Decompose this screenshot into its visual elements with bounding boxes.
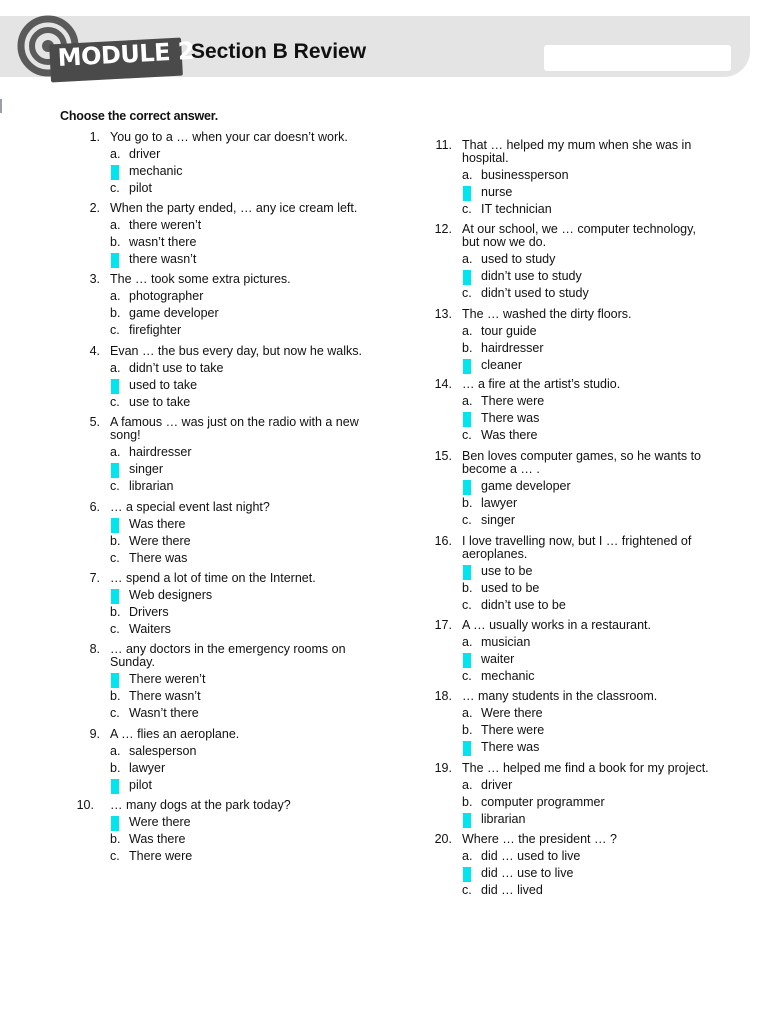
option-letter: a.: [462, 324, 473, 338]
question-number-text: 11.: [435, 138, 452, 152]
option-text: photographer: [129, 289, 204, 303]
option-text: There were: [481, 394, 545, 408]
option-letter: a.: [462, 252, 473, 266]
option-letter: c.: [110, 849, 120, 863]
question-number-text: 12.: [434, 222, 452, 236]
option-letter: c.: [110, 323, 120, 337]
option-text: did … use to live: [481, 866, 574, 880]
selected-answer-highlight: [463, 412, 471, 427]
option-text: IT technician: [481, 202, 552, 216]
option-letter: a.: [462, 394, 473, 408]
option-text: Were there: [129, 815, 191, 829]
option-letter: c.: [462, 513, 472, 527]
option-text: waiter: [481, 652, 515, 666]
option-letter: a.: [462, 635, 473, 649]
question-stem: A … flies an aeroplane.: [110, 727, 240, 741]
question-stem: You go to a … when your car doesn’t work.: [110, 130, 348, 144]
selected-answer-highlight: [111, 165, 119, 180]
question-stem: When the party ended, … any ice cream left.: [110, 201, 358, 215]
question-stem: I love travelling now, but I … frightened of aeroplanes.: [462, 534, 692, 561]
option-text: Was there: [129, 832, 186, 846]
option-letter: b.: [110, 306, 121, 320]
option-text: didn’t use to take: [129, 361, 224, 375]
option-text: singer: [481, 513, 516, 527]
question-stem: A famous … was just on the radio with a new song!: [110, 415, 359, 442]
question-stem: Evan … the bus every day, but now he walks.: [110, 344, 362, 358]
option-text: salesperson: [129, 744, 197, 758]
option-letter: b.: [462, 496, 473, 510]
question-number-text: 19.: [434, 761, 452, 775]
option-text: there weren’t: [129, 218, 202, 232]
option-text: didn’t use to be: [481, 598, 566, 612]
option-text: There was: [481, 740, 540, 754]
selected-answer-highlight: [463, 813, 471, 828]
option-letter: c.: [462, 598, 472, 612]
option-letter: c.: [110, 622, 120, 636]
selected-answer-highlight: [463, 867, 471, 882]
option-text: There was: [129, 551, 188, 565]
option-text: use to be: [481, 564, 533, 578]
question-number-text: 7.: [89, 571, 100, 585]
selected-answer-highlight: [463, 653, 471, 668]
option-text: wasn’t there: [129, 235, 197, 249]
option-letter: c.: [462, 669, 472, 683]
instructions: Choose the correct answer.: [60, 109, 219, 123]
question-stem: The … washed the dirty floors.: [462, 307, 632, 321]
option-letter: c.: [462, 286, 472, 300]
option-text: used to be: [481, 581, 540, 595]
option-letter: a.: [462, 778, 473, 792]
question-number-text: 1.: [89, 130, 100, 144]
option-text: nurse: [481, 185, 513, 199]
page-title: Section B Review: [191, 40, 367, 63]
selected-answer-highlight: [463, 359, 471, 374]
question-stem: At our school, we … computer technology, but now we do.: [462, 222, 696, 249]
option-text: game developer: [129, 306, 219, 320]
question-number-text: 10.: [76, 798, 94, 812]
question-stem: … spend a lot of time on the Internet.: [110, 571, 316, 585]
selected-answer-highlight: [463, 480, 471, 495]
question-stem: That … helped my mum when she was in hospital.: [462, 138, 692, 165]
option-text: tour guide: [481, 324, 537, 338]
option-text: Was there: [481, 428, 538, 442]
question-number-text: 18.: [434, 689, 452, 703]
option-text: There wasn’t: [129, 689, 201, 703]
option-letter: a.: [110, 361, 121, 375]
option-text: game developer: [481, 479, 571, 493]
selected-answer-highlight: [111, 816, 119, 831]
selected-answer-highlight: [111, 589, 119, 604]
option-text: pilot: [129, 181, 152, 195]
selected-answer-highlight: [463, 565, 471, 580]
option-text: librarian: [129, 479, 174, 493]
option-letter: b.: [462, 723, 473, 737]
selected-answer-highlight: [463, 270, 471, 285]
option-letter: a.: [462, 706, 473, 720]
option-letter: a.: [462, 168, 473, 182]
question-number-text: 16.: [434, 534, 452, 548]
option-text: Was there: [129, 517, 186, 531]
option-text: there wasn’t: [129, 252, 197, 266]
option-text: did … lived: [481, 883, 543, 897]
option-text: singer: [129, 462, 164, 476]
option-letter: c.: [110, 551, 120, 565]
option-letter: a.: [110, 289, 121, 303]
option-text: businessperson: [481, 168, 569, 182]
selected-answer-highlight: [111, 379, 119, 394]
option-text: did … used to live: [481, 849, 581, 863]
question-number-text: 14.: [434, 377, 452, 391]
option-letter: b.: [110, 534, 121, 548]
option-text: used to take: [129, 378, 198, 392]
option-text: computer programmer: [481, 795, 605, 809]
question-stem: … a special event last night?: [110, 500, 270, 514]
option-text: driver: [481, 778, 513, 792]
option-letter: b.: [110, 761, 121, 775]
question-number-text: 20.: [434, 832, 452, 846]
question-stem: … any doctors in the emergency rooms on Sunday.: [110, 642, 346, 669]
option-letter: c.: [110, 479, 120, 493]
option-text: driver: [129, 147, 161, 161]
option-letter: b.: [462, 341, 473, 355]
option-letter: b.: [462, 795, 473, 809]
option-letter: a.: [462, 849, 473, 863]
option-letter: a.: [110, 445, 121, 459]
option-text: There were: [481, 723, 545, 737]
selected-answer-highlight: [111, 253, 119, 268]
selected-answer-highlight: [111, 779, 119, 794]
question-stem: … many dogs at the park today?: [110, 798, 291, 812]
option-text: mechanic: [481, 669, 535, 683]
option-letter: c.: [462, 202, 472, 216]
option-letter: c.: [110, 395, 120, 409]
option-letter: c.: [462, 883, 472, 897]
option-letter: b.: [110, 605, 121, 619]
option-text: hairdresser: [481, 341, 544, 355]
option-letter: b.: [462, 581, 473, 595]
option-letter: b.: [110, 689, 121, 703]
option-text: hairdresser: [129, 445, 192, 459]
option-text: There weren’t: [129, 672, 206, 686]
option-letter: c.: [110, 181, 120, 195]
option-text: didn’t used to study: [481, 286, 589, 300]
margin-marker: [0, 99, 2, 113]
question-stem: Ben loves computer games, so he wants to become a … .: [462, 449, 702, 476]
selected-answer-highlight: [111, 518, 119, 533]
question-number-text: 17.: [434, 618, 452, 632]
option-text: Web designers: [129, 588, 213, 602]
module-label: MODULE 2: [57, 36, 195, 72]
option-text: pilot: [129, 778, 152, 792]
question-number-text: 13.: [434, 307, 452, 321]
question-stem: A … usually works in a restaurant.: [462, 618, 651, 632]
option-text: musician: [481, 635, 531, 649]
question-number-text: 5.: [89, 415, 100, 429]
selected-answer-highlight: [463, 186, 471, 201]
question-number-text: 4.: [89, 344, 100, 358]
option-text: librarian: [481, 812, 526, 826]
question-stem: The … took some extra pictures.: [110, 272, 291, 286]
question-number-text: 15.: [434, 449, 452, 463]
option-text: Waiters: [129, 622, 171, 636]
option-text: Were there: [481, 706, 543, 720]
question-number-text: 3.: [89, 272, 100, 286]
option-text: cleaner: [481, 358, 522, 372]
question-number-text: 8.: [89, 642, 100, 656]
option-letter: b.: [110, 235, 121, 249]
option-text: lawyer: [129, 761, 166, 775]
option-text: There was: [481, 411, 540, 425]
option-text: lawyer: [481, 496, 518, 510]
option-text: Drivers: [129, 605, 169, 619]
option-text: firefighter: [129, 323, 182, 337]
option-letter: a.: [110, 218, 121, 232]
option-letter: c.: [462, 428, 472, 442]
option-text: didn’t use to study: [481, 269, 582, 283]
question-stem: The … helped me find a book for my project.: [462, 761, 709, 775]
option-text: There were: [129, 849, 193, 863]
name-field[interactable]: [544, 45, 731, 71]
option-text: Wasn’t there: [129, 706, 199, 720]
question-number-text: 6.: [89, 500, 100, 514]
question-number-text: 9.: [89, 727, 100, 741]
option-letter: b.: [110, 832, 121, 846]
option-text: use to take: [129, 395, 191, 409]
question-stem: … many students in the classroom.: [462, 689, 658, 703]
question-number-text: 2.: [89, 201, 100, 215]
selected-answer-highlight: [111, 673, 119, 688]
selected-answer-highlight: [463, 741, 471, 756]
option-letter: a.: [110, 147, 121, 161]
option-text: mechanic: [129, 164, 183, 178]
option-letter: c.: [110, 706, 120, 720]
option-text: used to study: [481, 252, 556, 266]
question-stem: Where … the president … ?: [462, 832, 617, 846]
option-letter: a.: [110, 744, 121, 758]
question-stem: … a fire at the artist’s studio.: [462, 377, 621, 391]
option-text: Were there: [129, 534, 191, 548]
selected-answer-highlight: [111, 463, 119, 478]
